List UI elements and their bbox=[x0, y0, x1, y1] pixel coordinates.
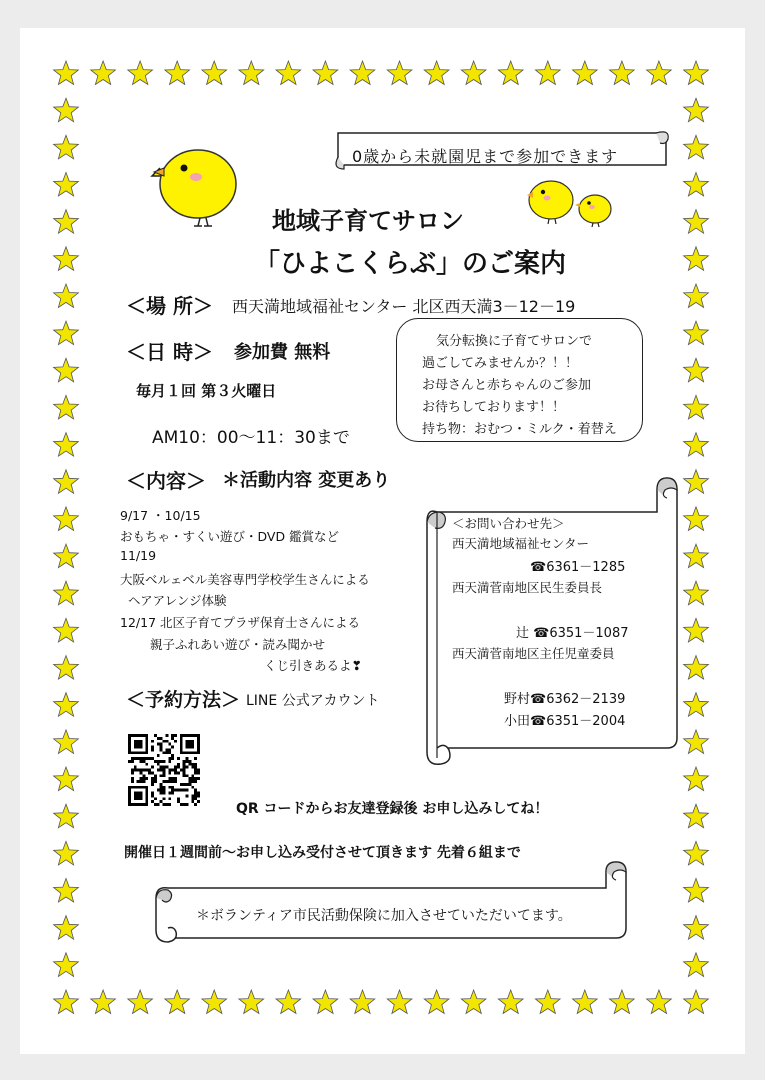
contact-line: 野村☎6362－2139 bbox=[504, 692, 626, 707]
star-icon bbox=[684, 358, 709, 382]
star-icon bbox=[54, 507, 79, 531]
contact-header: ＜お問い合わせ先＞ bbox=[452, 516, 565, 531]
star-icon bbox=[461, 990, 486, 1014]
bubble-line: 持ち物：おむつ・ミルク・着替え bbox=[422, 422, 617, 437]
star-icon bbox=[684, 247, 709, 270]
star-icon bbox=[165, 61, 190, 85]
star-icon bbox=[535, 990, 560, 1014]
star-icon bbox=[535, 61, 560, 85]
star-icon bbox=[54, 730, 79, 754]
bubble-line: 過ごしてみませんか？！！ bbox=[422, 356, 579, 371]
star-icon bbox=[684, 321, 709, 345]
time-text: AM10：00～11：30まで bbox=[152, 428, 350, 448]
star-icon bbox=[647, 61, 672, 85]
star-icon bbox=[54, 618, 79, 642]
star-icon bbox=[239, 990, 264, 1014]
bubble-line: 気分転換に子育てサロンで bbox=[436, 334, 593, 349]
star-icon bbox=[684, 395, 709, 419]
star-icon bbox=[684, 916, 709, 940]
star-icon bbox=[54, 210, 79, 234]
star-icon bbox=[573, 61, 598, 85]
star-icon bbox=[684, 990, 709, 1014]
star-icon bbox=[54, 433, 79, 457]
contact-line: 辻 ☎6351－1087 bbox=[516, 626, 629, 641]
star-icon bbox=[54, 990, 79, 1014]
star-icon bbox=[424, 990, 449, 1014]
bubble-line: お待ちしております！！ bbox=[422, 400, 566, 415]
qr-caption: QR コードからお友達登録後 お申し込みしてね！ bbox=[236, 801, 549, 817]
activity-line: 親子ふれあい遊び・読み聞かせ bbox=[150, 637, 326, 652]
star-icon bbox=[684, 61, 709, 85]
activity-line: 12/17 北区子育てプラザ保育士さんによる bbox=[120, 615, 360, 630]
star-icon bbox=[202, 990, 227, 1014]
bottom-banner-text: ＊ボランティア市民活動保険に加入させていただいてます。 bbox=[196, 908, 572, 924]
star-icon bbox=[276, 61, 301, 85]
star-icon bbox=[202, 61, 227, 85]
activity-line: おもちゃ・すくい遊び・DVD 鑑賞など bbox=[120, 529, 340, 544]
star-icon bbox=[684, 98, 709, 122]
contact-line: 西天満地域福祉センター bbox=[452, 536, 590, 551]
star-icon bbox=[54, 953, 79, 977]
star-icon bbox=[91, 990, 116, 1014]
star-icon bbox=[350, 990, 375, 1014]
star-icon bbox=[610, 990, 635, 1014]
reservation-label: ＜予約方法＞ bbox=[126, 689, 241, 711]
star-icon bbox=[684, 730, 709, 754]
star-icon bbox=[54, 916, 79, 940]
star-icon bbox=[684, 953, 709, 977]
activity-line: ヘアアレンジ体験 bbox=[128, 593, 227, 608]
place-value: 西天満地域福祉センター 北区西天満3－12－19 bbox=[232, 297, 576, 316]
star-icon bbox=[498, 990, 523, 1014]
bubble-line: お母さんと赤ちゃんのご参加 bbox=[422, 378, 592, 393]
star-icon bbox=[54, 767, 79, 791]
star-icon bbox=[461, 61, 486, 85]
contact-line: 小田☎6351－2004 bbox=[504, 714, 626, 729]
datetime-value: 参加費 無料 bbox=[234, 342, 331, 363]
star-icon bbox=[239, 61, 264, 85]
star-icon bbox=[684, 433, 709, 457]
star-icon bbox=[54, 135, 79, 159]
star-icon bbox=[128, 990, 153, 1014]
star-icon bbox=[387, 61, 412, 85]
star-icon bbox=[54, 581, 79, 605]
star-icon bbox=[165, 990, 190, 1014]
star-icon bbox=[91, 61, 116, 85]
star-icon bbox=[54, 247, 79, 270]
activity-line: 大阪ベルェベル美容専門学校学生さんによる bbox=[120, 572, 370, 587]
contact-line: ☎6361－1285 bbox=[530, 560, 626, 575]
star-icon bbox=[498, 61, 523, 85]
star-icon bbox=[684, 581, 709, 605]
star-icon bbox=[647, 990, 672, 1014]
star-icon bbox=[54, 693, 79, 717]
star-icon bbox=[684, 173, 709, 197]
star-icon bbox=[313, 61, 338, 85]
content-note: ＊活動内容 変更あり bbox=[222, 470, 391, 491]
qr-code[interactable] bbox=[128, 732, 200, 808]
star-icon bbox=[54, 61, 79, 85]
star-icon bbox=[684, 618, 709, 642]
star-icon bbox=[54, 395, 79, 419]
star-icon bbox=[387, 990, 412, 1014]
star-icon bbox=[54, 358, 79, 382]
star-icon bbox=[54, 879, 79, 903]
star-icon bbox=[313, 990, 338, 1014]
contact-line: 西天満菅南地区主任児童委員 bbox=[452, 646, 615, 661]
activity-line: 11/19 bbox=[120, 548, 157, 563]
star-icon bbox=[54, 470, 79, 494]
chick-small-icon bbox=[575, 192, 615, 228]
title-line-2: 「ひよこくらぶ」のご案内 bbox=[254, 249, 567, 279]
star-icon bbox=[684, 656, 709, 680]
star-icon bbox=[684, 804, 709, 828]
star-icon bbox=[684, 470, 709, 494]
star-icon bbox=[610, 61, 635, 85]
star-icon bbox=[54, 804, 79, 828]
bottom-banner-scroll bbox=[148, 856, 636, 948]
star-icon bbox=[54, 284, 79, 308]
title-line-1: 地域子育てサロン bbox=[272, 207, 464, 235]
star-icon bbox=[54, 173, 79, 197]
star-icon bbox=[684, 284, 709, 308]
star-icon bbox=[684, 767, 709, 791]
star-icon bbox=[684, 507, 709, 531]
top-banner-text: 0歳から未就園児まで参加できます bbox=[352, 147, 619, 166]
chick-large-icon bbox=[150, 146, 250, 230]
star-icon bbox=[684, 693, 709, 717]
star-icon bbox=[684, 135, 709, 159]
activity-line: くじ引きあるよ❣ bbox=[264, 658, 362, 673]
star-icon bbox=[54, 656, 79, 680]
star-icon bbox=[350, 61, 375, 85]
schedule-text: 毎月１回 第３火曜日 bbox=[136, 382, 277, 400]
star-icon bbox=[424, 61, 449, 85]
star-icon bbox=[54, 321, 79, 345]
star-icon bbox=[54, 544, 79, 568]
star-icon bbox=[128, 61, 153, 85]
star-icon bbox=[684, 841, 709, 865]
deadline-text: 開催日１週間前～お申し込み受付させて頂きます 先着６組まで bbox=[124, 845, 521, 861]
reservation-value: LINE 公式アカウント bbox=[246, 693, 380, 709]
star-icon bbox=[54, 98, 79, 122]
star-icon bbox=[276, 990, 301, 1014]
contact-line: 西天満菅南地区民生委員長 bbox=[452, 580, 603, 595]
star-icon bbox=[54, 841, 79, 865]
content-label: ＜内容＞ bbox=[126, 469, 206, 493]
activity-line: 9/17 ・10/15 bbox=[120, 508, 201, 523]
chick-medium-icon bbox=[525, 178, 577, 226]
place-label: ＜場 所＞ bbox=[126, 294, 213, 318]
star-icon bbox=[684, 210, 709, 234]
star-icon bbox=[684, 544, 709, 568]
star-icon bbox=[684, 879, 709, 903]
datetime-label: ＜日 時＞ bbox=[126, 340, 213, 364]
star-icon bbox=[573, 990, 598, 1014]
